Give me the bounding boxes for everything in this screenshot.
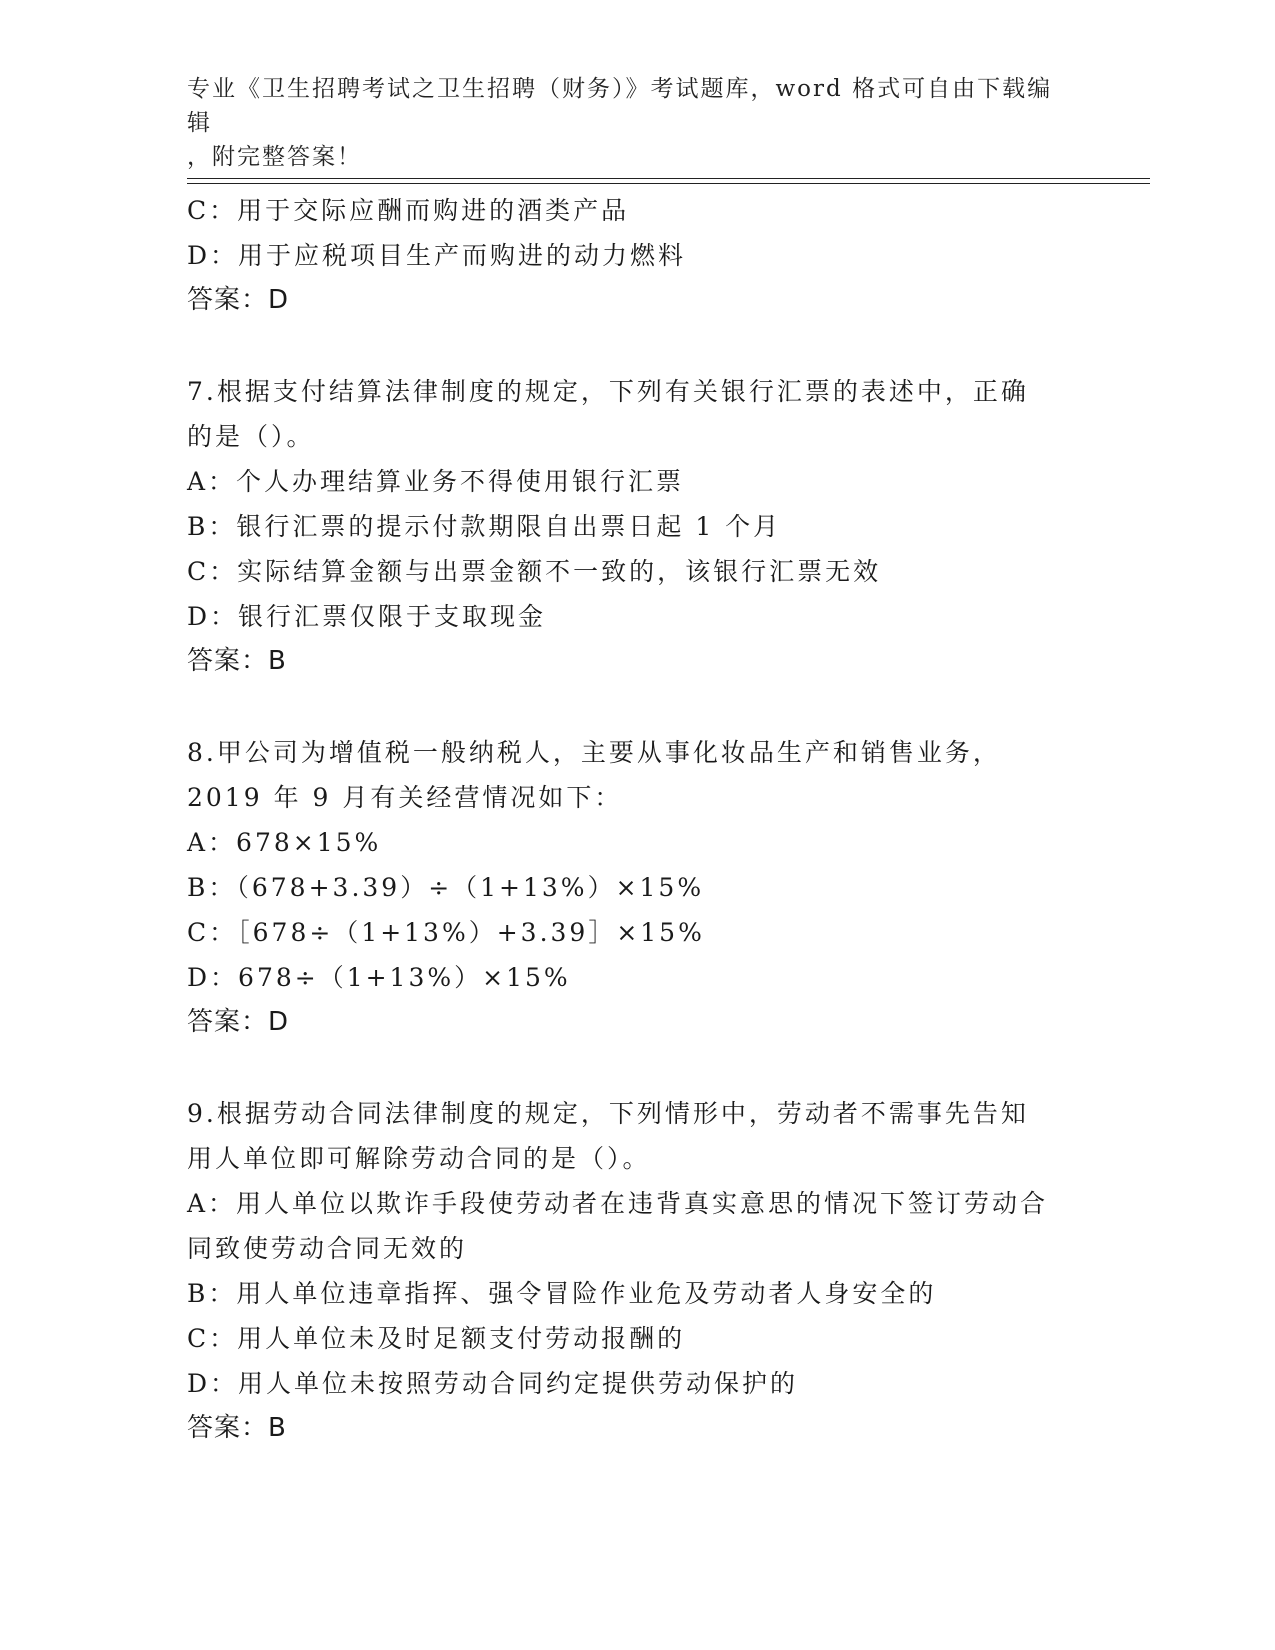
question-6-tail <box>187 188 1087 323</box>
header-divider-bottom <box>187 183 1150 184</box>
q7-option-d: D：银行汇票仅限于支取现金 <box>187 602 547 631</box>
q8-option-c: C：［678÷（1+13%）+3.39］×15% <box>187 918 705 947</box>
q9-option-d: D：用人单位未按照劳动合同约定提供劳动保护的 <box>187 1369 799 1398</box>
document-body <box>187 188 1087 1451</box>
q9-option-a-line-1: A：用人单位以欺诈手段使劳动者在违背真实意思的情况下签订劳动合 <box>187 1189 1049 1218</box>
header-title-line-2: ，附完整答案！ <box>187 144 362 170</box>
q7-stem-line-1: 7.根据支付结算法律制度的规定，下列有关银行汇票的表述中，正确 <box>187 377 1029 406</box>
spacer <box>187 323 1087 369</box>
q6-answer: 答案：D <box>187 285 290 315</box>
q6-option-c: C：用于交际应酬而购进的酒类产品 <box>187 196 630 225</box>
q9-stem-line-1: 9.根据劳动合同法律制度的规定，下列情形中，劳动者不需事先告知 <box>187 1099 1029 1128</box>
page-header <box>187 72 1067 174</box>
q8-stem-line-1: 8.甲公司为增值税一般纳税人，主要从事化妆品生产和销售业务， <box>187 738 1001 767</box>
q7-answer: 答案：B <box>187 646 287 676</box>
spacer <box>187 1045 1087 1091</box>
q7-option-a: A：个人办理结算业务不得使用银行汇票 <box>187 467 685 496</box>
q9-stem-line-2: 用人单位即可解除劳动合同的是（）。 <box>187 1144 651 1173</box>
q6-option-d: D：用于应税项目生产而购进的动力燃料 <box>187 241 687 270</box>
q9-option-c: C：用人单位未及时足额支付劳动报酬的 <box>187 1324 686 1353</box>
q7-option-b: B：银行汇票的提示付款期限自出票日起 1 个月 <box>187 512 782 541</box>
q8-answer: 答案：D <box>187 1007 290 1037</box>
q8-option-d: D：678÷（1+13%）×15% <box>187 963 571 992</box>
q9-option-a-line-2: 同致使劳动合同无效的 <box>187 1234 468 1263</box>
q9-option-b: B：用人单位违章指挥、强令冒险作业危及劳动者人身安全的 <box>187 1279 937 1308</box>
q8-stem-line-2: 2019 年 9 月有关经营情况如下： <box>187 783 623 812</box>
q8-option-b: B：（678+3.39）÷（1+13%）×15% <box>187 873 705 902</box>
question-7 <box>187 369 1087 684</box>
q9-answer: 答案：B <box>187 1413 287 1443</box>
header-title-line-1: 专业《卫生招聘考试之卫生招聘（财务）》考试题库，word 格式可自由下载编辑 <box>187 76 1053 136</box>
question-8 <box>187 730 1087 1045</box>
q7-stem-line-2: 的是（）。 <box>187 422 315 451</box>
question-9 <box>187 1091 1087 1451</box>
spacer <box>187 684 1087 730</box>
q7-option-c: C：实际结算金额与出票金额不一致的，该银行汇票无效 <box>187 557 882 586</box>
q8-option-a: A：678×15% <box>187 828 382 857</box>
header-divider-top <box>187 178 1150 179</box>
